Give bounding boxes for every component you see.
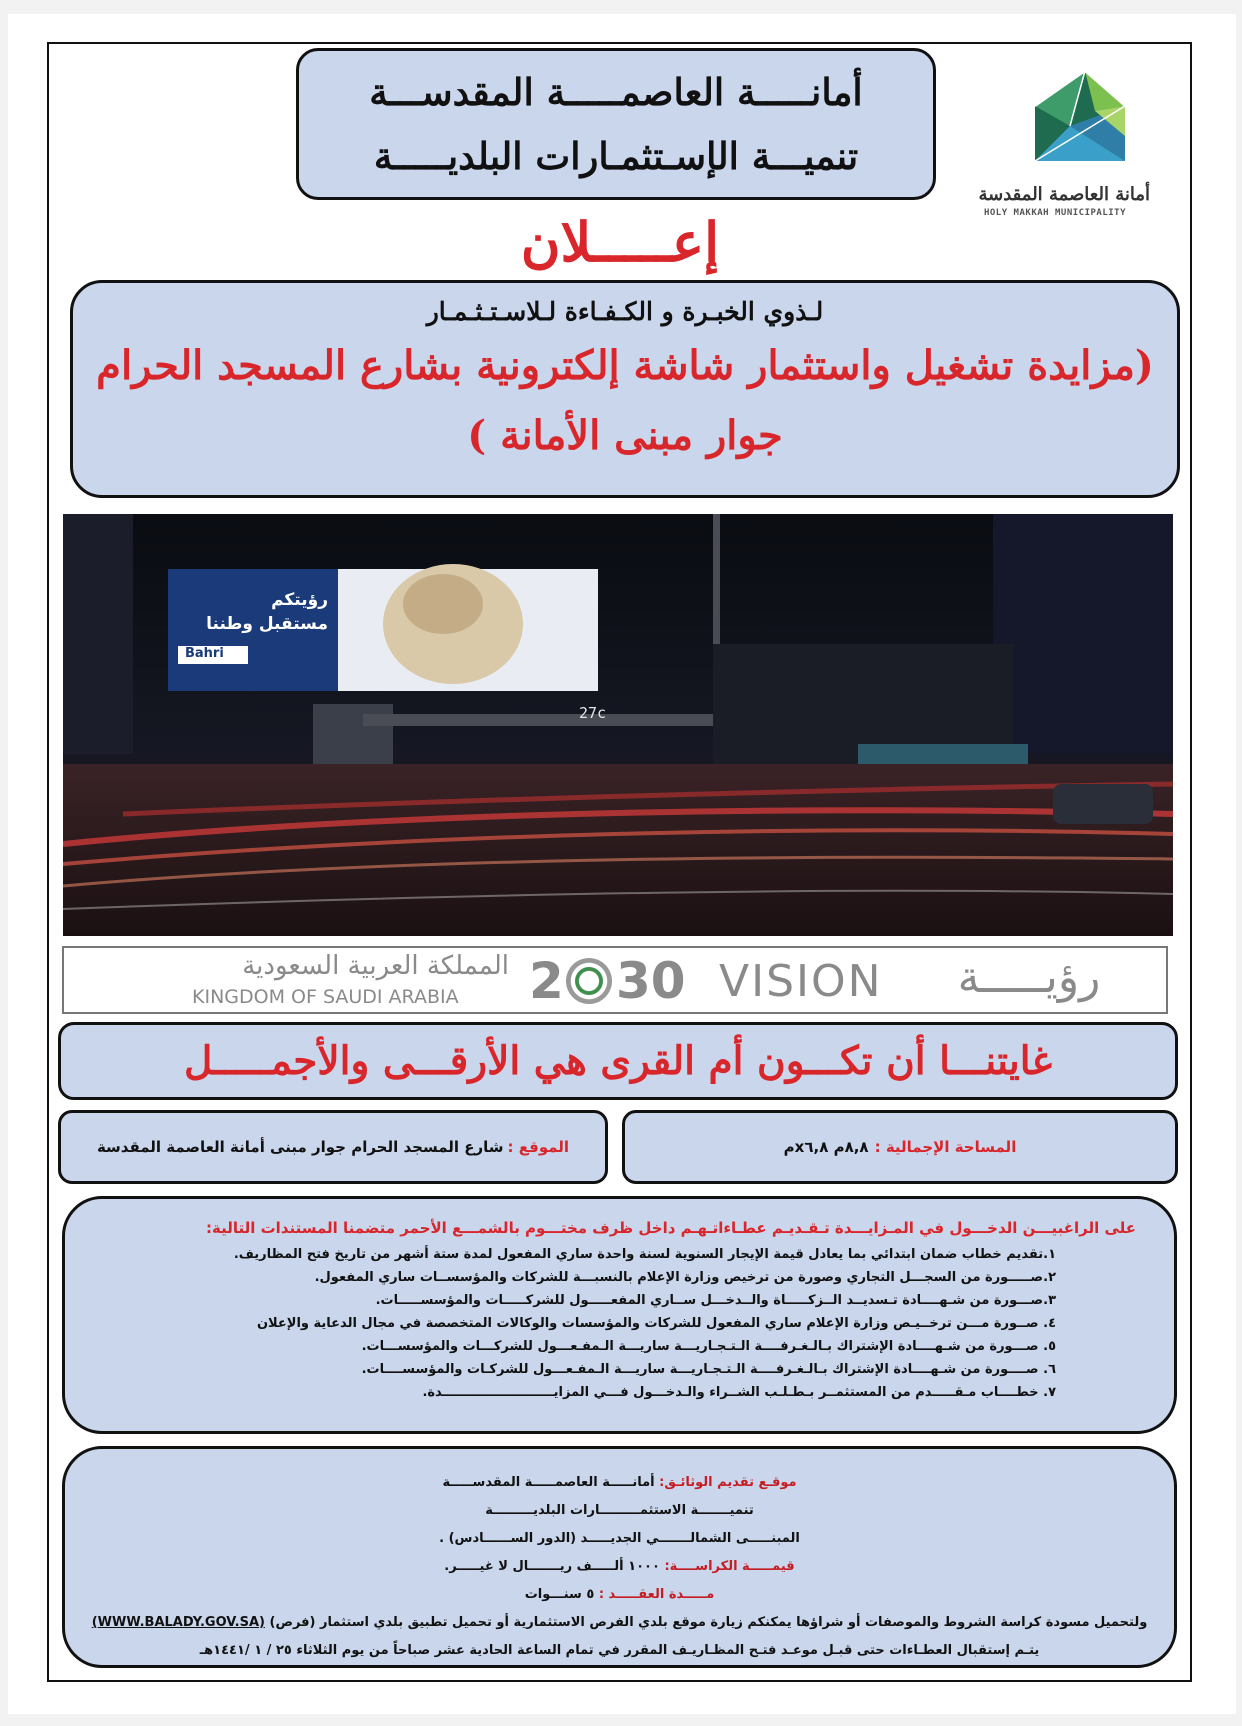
night-street-scene xyxy=(63,514,1173,936)
location-box xyxy=(58,1110,608,1184)
municipality-logo-icon xyxy=(975,66,1155,186)
area-value: ٨,٨م x٦,٨م xyxy=(783,1138,869,1156)
announcement-title: إعـــــلان xyxy=(520,210,720,274)
list-item: ٧. خطــــاب مـقـــــدم من المستثمــر بـطـلـب الشــراء والـدخـــول فـــي المزايـــــــــــــــــــــــــدة. xyxy=(422,1385,1056,1400)
requirements-list xyxy=(176,1243,1056,1404)
contract-duration-row xyxy=(65,1581,1174,1609)
vision-2030-banner xyxy=(62,946,1168,1014)
offer-title-line2: جوار مبنى الأمانة ) xyxy=(467,412,783,459)
billboard-line1: رؤيتكم xyxy=(271,590,328,610)
submission-building: المبنـــــى الشمالـــــــي الجديـــــد (الدور الســــــادس) . xyxy=(439,1531,800,1546)
requirements-box xyxy=(62,1196,1177,1434)
submission-place-row xyxy=(65,1469,1174,1497)
booklet-price-value: ١٠٠٠ ألـــــف ريـــــــال لا غيـــــر. xyxy=(444,1559,660,1574)
submission-deadline: يتـم إستقبال العطـاءات حتى قبـل موعـد فتـح المظـاريـف المقرر في تمام الساعة الحادية عشر صباحاً من يوم الثلاثاء ٢٥ / ١ /١٤٤١هـ xyxy=(199,1643,1040,1658)
temperature-display: 27c xyxy=(579,704,607,722)
list-item: ٢.صـــــورة من السجـــل التجاري وصورة من ترخيص وزارة الإعلام بالنسبـــة للشركات والمؤسســات ساري المفعول. xyxy=(314,1270,1056,1285)
download-note-row xyxy=(65,1609,1174,1637)
submission-department: تنميـــــــة الاستثمـــــــــارات البلديـــــــــة xyxy=(485,1503,754,1518)
list-item: ٥. صـــورة من شـهــــادة الإشتراك بـالـغـرفــــة الـتـجـاريـــة ساريـــة الـمفـعـــول للشركـــات والمؤسســـات. xyxy=(361,1339,1056,1354)
municipality-logo xyxy=(975,66,1155,228)
download-note: ولتحميل مسودة كراسة الشروط والموصفات أو شراؤها يمكنكم زيارة موقع بلدي الفرص الاستثمارية أو تحميل تطبيق بلدي استثمار (فرص) xyxy=(269,1615,1148,1630)
area-label: المساحة الإجمالية : xyxy=(874,1138,1017,1156)
logo-text-english: HOLY MAKKAH MUNICIPALITY xyxy=(983,208,1127,218)
list-item: ١.تقديم خطاب ضمان ابتدائي بما يعادل قيمة الإيجار السنوية لسنة واحدة ساري المفعول لمدة ستة أشهر من تاريخ فتح المظاريف. xyxy=(233,1247,1056,1262)
booklet-price-row xyxy=(65,1553,1174,1581)
logo-text-arabic: أمانة العاصمة المقدسة xyxy=(978,184,1150,205)
kingdom-name-arabic: المملكة العربية السعودية xyxy=(242,951,509,981)
org-title-line1: أمانـــــة العاصمـــــة المقدســـة xyxy=(369,70,863,114)
list-item: ٣.صـــورة من شـهــــادة تـسديــد الــزكـــــاة والــدخـــل ســاري المفعـــــول للشركـــــات والمؤسســـــات. xyxy=(375,1293,1056,1308)
organization-header-box xyxy=(296,48,936,200)
vision-year-2: 2 xyxy=(529,952,564,1010)
billboard-brand: Bahri xyxy=(185,646,224,661)
offer-subtitle: لـذوي الخبـرة و الكـفـاءة لـلاسـتـثـمـار xyxy=(426,297,824,326)
balady-website-link[interactable]: (WWW.BALADY.GOV.SA) xyxy=(91,1615,265,1630)
submission-place-value: أمانـــــة العاصمـــــة المقدســـــة xyxy=(442,1475,655,1490)
list-item: ٤. صــورة مـــن ترخــيـص وزارة الإعلام ساري المفعول للشركات والمؤسسات والوكالات المتخصصة في مجال الدعاية والإعلان xyxy=(256,1316,1056,1331)
goal-slogan-box xyxy=(58,1022,1178,1100)
location-label: الموقع : xyxy=(507,1138,570,1156)
requirements-heading: على الراغبيـــن الدخـــول في المـزايـــدة تـقـديـم عطـاءاتـهـم داخل ظرف مختـــوم بالشمـــع الأحمر متضمنا المستندات التالية: xyxy=(205,1219,1136,1237)
kingdom-name-english: KINGDOM OF SAUDI ARABIA xyxy=(192,986,459,1008)
vision-word-arabic: رؤيـــــة xyxy=(957,952,1101,1003)
org-title-line2: تنميـــة الإسـتثمـارات البلديـــــة xyxy=(373,134,859,178)
billboard-photo xyxy=(63,514,1173,936)
goal-slogan: غايتنـــا أن تكـــون أم القرى هي الأرقـــى والأجمـــــل xyxy=(184,1038,1052,1084)
submission-place-label: موقـع تقديم الوثائـق: xyxy=(659,1475,797,1490)
list-item: ٦. صــــورة من شـهــــادة الإشتراك بـالـغـرفــــة الـتـجـاريـــة ساريـــة الـمفـعـــول للشركـات والمؤسســــات. xyxy=(361,1362,1056,1377)
area-box xyxy=(622,1110,1178,1184)
contract-duration-label: مـــــدة العقـــــد : xyxy=(598,1587,715,1602)
contract-duration-value: ٥ سنـــوات xyxy=(524,1587,595,1602)
vision-word: VISION xyxy=(719,956,883,1007)
auction-offer-box xyxy=(70,280,1180,498)
location-value: شارع المسجد الحرام جوار مبنى أمانة العاصمة المقدسة xyxy=(96,1138,504,1156)
booklet-price-label: قيمـــــة الكراســــة: xyxy=(664,1559,795,1574)
submission-info-box xyxy=(62,1446,1177,1668)
offer-title-line1: (مزايدة تشغيل واستثمار شاشة إلكترونية بشارع المسجد الحرام xyxy=(96,342,1154,389)
billboard-line2: مستقبل وطننا xyxy=(206,614,328,634)
vision-emblem-icon xyxy=(566,958,612,1004)
vision-year-30: 30 xyxy=(616,952,686,1010)
